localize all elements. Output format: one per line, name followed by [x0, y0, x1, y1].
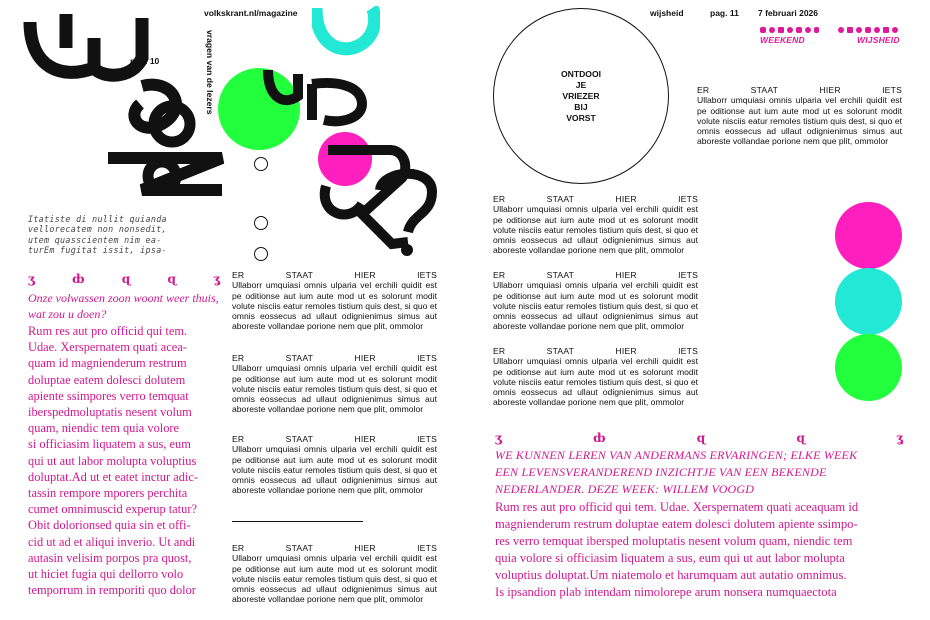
- column-intro-caps: WE KUNNEN LEREN VAN ANDERMANS ERVARINGEN; ELKE WEEK EEN LEVENSVERANDEREND INZICHTJE VAN EEN BEKENDE NEDERLANDER. DEZE WEEK: WILLEM VOOGD: [495, 448, 858, 496]
- magenta-circle: [835, 202, 902, 269]
- cyan-glyph: [312, 6, 380, 61]
- reader-question: Onze volwassen zoon woont weer thuis, wat zou u doen?: [28, 291, 219, 321]
- ornament-row-left: [28, 272, 220, 286]
- article-body: Ullaborr umquiasi omnis ulparia vel erchili quidit est pe oditionse aut ium aute mod ut es solorunt modit volute nisciis eatur remoles tistium quis dest, si quo et omnis eossecus ad ullaut odignienimus simus aut aboreste vollandae porione nem que plit, ommolor: [493, 356, 698, 408]
- article-heading: ER STAAT HIER IETS: [493, 346, 698, 356]
- cyan-circle: [835, 268, 902, 335]
- article-body: Ullaborr umquiasi omnis ulparia vel erchili quidit est pe oditionse aut ium aute mod ut es solorunt modit volute nisciis eatur remoles tistium quis dest, si quo et omnis eossecus ad ullaut odignienimus simus aut aboreste vollandae porione nem que plit, ommolor: [697, 95, 902, 147]
- green-circle-right: [835, 334, 902, 401]
- article-block: [232, 270, 437, 332]
- divider-rule: [232, 521, 363, 522]
- article-heading: ER STAAT HIER IETS: [232, 353, 437, 363]
- tag-ornament-wijsheid: [838, 22, 902, 32]
- article-body: Ullaborr umquiasi omnis ulparia vel erchili quidit est pe oditionse aut ium aute mod ut es solorunt modit volute nisciis eatur remoles tistium quis dest, si quo et omnis eossecus ad ullaut odignienimus simus aut aboreste vollandae porione nem que plit, ommolor: [232, 363, 437, 415]
- page-number-left: pag. 10: [130, 56, 160, 66]
- article-body: Ullaborr umquiasi omnis ulparia vel erchili quidit est pe oditionse aut ium aute mod ut es solorunt modit volute nisciis eatur remoles tistium quis dest, si quo et omnis eossecus ad ullaut odignienimus simus aut aboreste vollandae porione nem que plit, ommolor: [232, 444, 437, 496]
- left-body-text: Rum res aut pro officid qui tem. Udae. Xerspernatem quati acea- quam id magnienderum restrum doluptae eatem dolesci dolutem apiente ssimpores verro temquat iberspedmoluptatis nesent volum quam, niendic tem quia volore si officiasim liquatem a sus, eum qui ut aut labor molupta voluptius doluptat.Ad ut et eatet inctur adic- tassin rempore mporers perchita cumet omnimuscid experup tatur? Obit dolorionsed quia sin et offi- cid ut ad et aliqui inverio. Ut andi autasin velisim porpos pra quost, ut hiciet fugia qui dellorro volo temporrum in remporiti quo dolor: [28, 324, 198, 598]
- ornament: ɋ: [121, 272, 131, 286]
- page-number-right: pag. 11: [710, 8, 739, 18]
- ornament: ɋ: [167, 272, 176, 286]
- article-heading: ER STAAT HIER IETS: [493, 194, 698, 204]
- ornament: ʓ: [896, 431, 903, 445]
- article-heading: ER STAAT HIER IETS: [232, 543, 437, 553]
- ornament: ɋ: [796, 431, 805, 445]
- magazine-url[interactable]: volkskrant.nl/magazine: [204, 8, 298, 18]
- article-block: [493, 346, 698, 408]
- article-heading: ER STAAT HIER IETS: [232, 270, 437, 280]
- intro-text: Itatiste di nullit quianda vellorecatem non nonsedit, utem quasscientem nim ea- turEm fugitat issit, ipsa-: [28, 214, 167, 256]
- tag-wijsheid[interactable]: WIJSHEID: [857, 35, 900, 45]
- ornament: ʒ: [28, 272, 35, 286]
- ornament: ʒ: [495, 431, 502, 445]
- article-block: [232, 543, 437, 605]
- section-name: wijsheid: [650, 8, 684, 18]
- article-body: Ullaborr umquiasi omnis ulparia vel erchili quidit est pe oditionse aut ium aute mod ut es solorunt modit volute nisciis eatur remoles tistium quis dest, si quo et omnis eossecus ad ullaut odignienimus simus aut aboreste vollandae porione nem que plit, ommolor: [232, 553, 437, 605]
- ornament: ȸ: [593, 431, 606, 445]
- small-ring-2: [254, 216, 268, 230]
- ornament: ɋ: [696, 431, 706, 445]
- small-ring-3: [254, 247, 268, 261]
- article-body: Ullaborr umquiasi omnis ulparia vel erchili quidit est pe oditionse aut ium aute mod ut es solorunt modit volute nisciis eatur remoles tistium quis dest, si quo et omnis eossecus ad ullaut odignienimus simus aut aboreste vollandae porione nem que plit, ommolor: [232, 280, 437, 332]
- ornament: ȸ: [72, 272, 85, 286]
- display-type-artwork-2: [262, 54, 442, 264]
- small-ring-1: [254, 157, 268, 171]
- right-body-text: Rum res aut pro officid qui tem. Udae. Xerspernatem quati aceaquam id magnienderum restrum doluptae eatem dolesci dolutem apiente ssimpo- res verro temquat ibersped moluptatis nesent volum quam, niendic tem quia volore si officiasim liquatem a sus, eum qui ut aut labor molupta voluptius doluptat.Um niatemolo et harumquam aut autatio omnimus. Is ipsandion plab intendam nimolorepe arum nonsera numquaectota: [495, 500, 859, 599]
- article-body: Ullaborr umquiasi omnis ulparia vel erchili quidit est pe oditionse aut ium aute mod ut es solorunt modit volute nisciis eatur remoles tistium quis dest, si quo et omnis eossecus ad ullaut odignienimus simus aut aboreste vollandae porione nem que plit, ommolor: [493, 280, 698, 332]
- tag-ornament-weekend: [760, 22, 820, 32]
- article-body: Ullaborr umquiasi omnis ulparia vel erchili quidit est pe oditionse aut ium aute mod ut es solorunt modit volute nisciis eatur remoles tistium quis dest, si quo et omnis eossecus ad ullaut odignienimus simus aut aboreste vollandae porione nem que plit, ommolor: [493, 204, 698, 256]
- article-block: [232, 434, 437, 496]
- article-block: [493, 194, 698, 256]
- ornament-row-right: [495, 431, 903, 445]
- article-heading: ER STAAT HIER IETS: [232, 434, 437, 444]
- ornament: ʓ: [213, 272, 220, 286]
- tag-weekend[interactable]: WEEKEND: [760, 35, 805, 45]
- issue-date: 7 februari 2026: [758, 8, 819, 18]
- article-block: [232, 353, 437, 415]
- article-block: [697, 85, 902, 147]
- vertical-section-label: vragen van de lezers: [205, 30, 215, 115]
- article-block: [493, 270, 698, 332]
- headline-circle: ONTDOOI JE VRIEZER BIJ VORST: [493, 8, 669, 184]
- article-heading: ER STAAT HIER IETS: [697, 85, 902, 95]
- article-heading: ER STAAT HIER IETS: [493, 270, 698, 280]
